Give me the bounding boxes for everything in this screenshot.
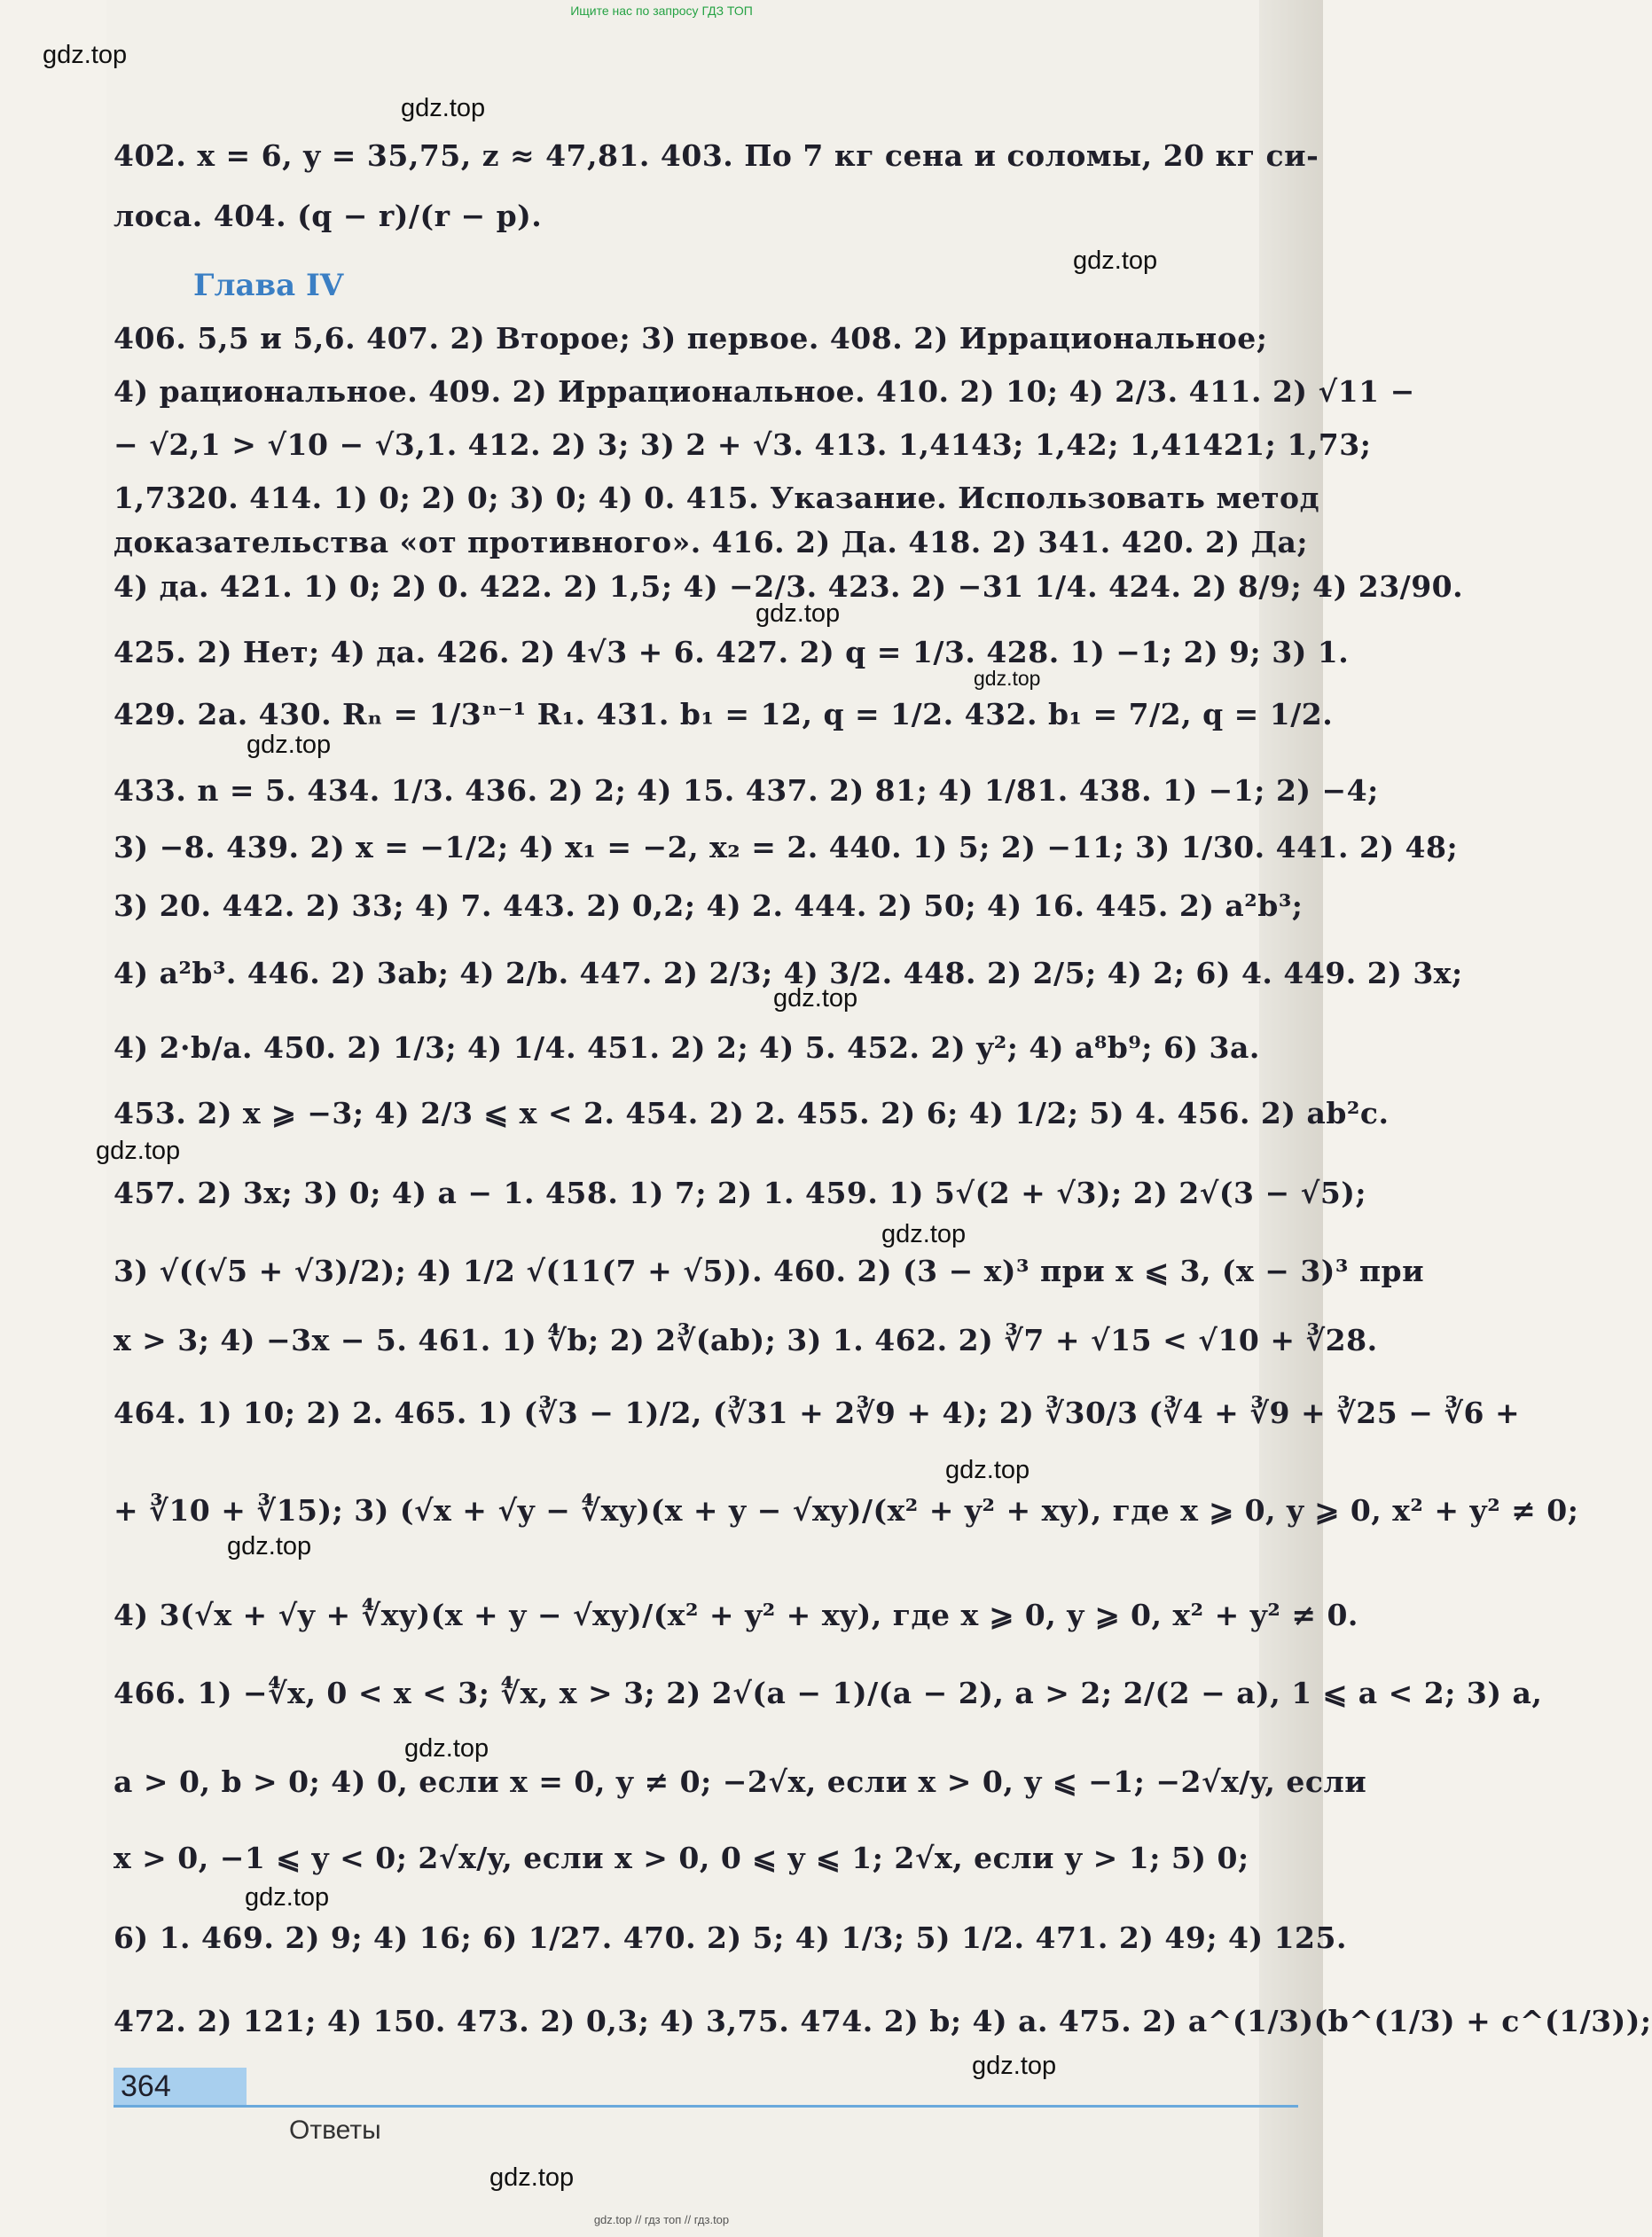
watermark: gdz.top (756, 599, 841, 628)
answer-line: 3) −8. 439. 2) x = −1/2; 4) x₁ = −2, x₂ = 2. 440. 1) 5; 2) −11; 3) 1/30. 441. 2) 48; (114, 830, 1459, 864)
answer-line: доказательства «от противного». 416. 2) Да. 418. 2) 341. 420. 2) Да; (114, 525, 1309, 559)
answer-line: 4) a²b³. 446. 2) 3ab; 4) 2/b. 447. 2) 2/3; 4) 3/2. 448. 2) 2/5; 4) 2; 6) 4. 449. 2) 3x; (114, 956, 1463, 990)
watermark: gdz.top (245, 1883, 330, 1912)
answer-line: 457. 2) 3x; 3) 0; 4) a − 1. 458. 1) 7; 2) 1. 459. 1) 5√(2 + √3); 2) 2√(3 − √5); (114, 1176, 1367, 1210)
answer-line: a > 0, b > 0; 4) 0, если x = 0, y ≠ 0; −2√x, если x > 0, y ⩽ −1; −2√x/y, если (114, 1764, 1367, 1799)
answer-line: 406. 5,5 и 5,6. 407. 2) Второе; 3) первое. 408. 2) Иррациональное; (114, 321, 1268, 356)
watermark: gdz.top (43, 41, 128, 69)
footer-banner: gdz.top // гдз топ // гдз.top (593, 2213, 730, 2226)
watermark: gdz.top (773, 984, 858, 1013)
watermark: gdz.top (401, 94, 486, 122)
watermark: gdz.top (227, 1532, 312, 1560)
answer-line: − √2,1 > √10 − √3,1. 412. 2) 3; 3) 2 + √3. 413. 1,4143; 1,42; 1,41421; 1,73; (114, 427, 1372, 462)
answer-line: 4) да. 421. 1) 0; 2) 0. 422. 2) 1,5; 4) −2/3. 423. 2) −31 1/4. 424. 2) 8/9; 4) 23/90. (114, 569, 1464, 604)
footer-divider (114, 2105, 1298, 2108)
answer-line: 472. 2) 121; 4) 150. 473. 2) 0,3; 4) 3,75. 474. 2) b; 4) a. 475. 2) a^(1/3)(b^(1/3) + c^(1/3)); (114, 2004, 1652, 2038)
answer-line: 4) 3(√x + √y + ∜xy)(x + y − √xy)/(x² + y² + xy), где x ⩾ 0, y ⩾ 0, x² + y² ≠ 0. (114, 1598, 1358, 1632)
header-banner: Ищите нас по запросу ГДЗ ТОП (570, 4, 753, 18)
answer-line: 1,7320. 414. 1) 0; 2) 0; 3) 0; 4) 0. 415. Указание. Использовать метод (114, 481, 1320, 515)
answer-line: 433. n = 5. 434. 1/3. 436. 2) 2; 4) 15. 437. 2) 81; 4) 1/81. 438. 1) −1; 2) −4; (114, 773, 1379, 808)
watermark: gdz.top (974, 667, 1041, 690)
answer-line: 402. x = 6, y = 35,75, z ≈ 47,81. 403. По 7 кг сена и соломы, 20 кг си- (114, 138, 1319, 173)
watermark: gdz.top (489, 2163, 575, 2192)
watermark: gdz.top (1073, 246, 1158, 275)
answer-line: 3) 20. 442. 2) 33; 4) 7. 443. 2) 0,2; 4) 2. 444. 2) 50; 4) 16. 445. 2) a²b³; (114, 888, 1304, 923)
section-name: Ответы (289, 2116, 381, 2145)
answer-line: 4) 2·b/a. 450. 2) 1/3; 4) 1/4. 451. 2) 2; 4) 5. 452. 2) y²; 4) a⁸b⁹; 6) 3a. (114, 1030, 1260, 1065)
watermark: gdz.top (945, 1456, 1030, 1484)
answer-line: 6) 1. 469. 2) 9; 4) 16; 6) 1/27. 470. 2) 5; 4) 1/3; 5) 1/2. 471. 2) 49; 4) 125. (114, 1920, 1347, 1955)
watermark: gdz.top (972, 2052, 1057, 2080)
page-number: 364 (121, 2069, 171, 2103)
answer-line: 429. 2a. 430. Rₙ = 1/3ⁿ⁻¹ R₁. 431. b₁ = 12, q = 1/2. 432. b₁ = 7/2, q = 1/2. (114, 697, 1334, 731)
chapter-title: Глава IV (193, 268, 344, 303)
answer-line: x > 3; 4) −3x − 5. 461. 1) ∜b; 2) 2∛(ab); 3) 1. 462. 2) ∛7 + √15 < √10 + ∛28. (114, 1323, 1378, 1357)
answer-line: x > 0, −1 ⩽ y < 0; 2√x/y, если x > 0, 0 ⩽ y ⩽ 1; 2√x, если y > 1; 5) 0; (114, 1841, 1249, 1875)
answer-line: 466. 1) −∜x, 0 < x < 3; ∜x, x > 3; 2) 2√(a − 1)/(a − 2), a > 2; 2/(2 − a), 1 ⩽ a < 2; 3) a, (114, 1676, 1543, 1710)
answer-line: 3) √((√5 + √3)/2); 4) 1/2 √(11(7 + √5)). 460. 2) (3 − x)³ при x ⩽ 3, (x − 3)³ при (114, 1254, 1425, 1288)
answer-line: 425. 2) Нет; 4) да. 426. 2) 4√3 + 6. 427. 2) q = 1/3. 428. 1) −1; 2) 9; 3) 1. (114, 635, 1350, 669)
watermark: gdz.top (247, 731, 332, 759)
answer-line: 453. 2) x ⩾ −3; 4) 2/3 ⩽ x < 2. 454. 2) 2. 455. 2) 6; 4) 1/2; 5) 4. 456. 2) ab²c. (114, 1096, 1390, 1130)
answer-line: 464. 1) 10; 2) 2. 465. 1) (∛3 − 1)/2, (∛31 + 2∛9 + 4); 2) ∛30/3 (∛4 + ∛9 + ∛25 − ∛6 + (114, 1396, 1521, 1430)
answer-line: + ∛10 + ∛15); 3) (√x + √y − ∜xy)(x + y − √xy)/(x² + y² + xy), где x ⩾ 0, y ⩾ 0, x² + y² ≠ 0; (114, 1493, 1579, 1528)
answer-line: 4) рациональное. 409. 2) Иррациональное. 410. 2) 10; 4) 2/3. 411. 2) √11 − (114, 374, 1415, 409)
watermark: gdz.top (96, 1137, 181, 1165)
watermark: gdz.top (881, 1220, 967, 1248)
watermark: gdz.top (404, 1734, 489, 1763)
answer-line: лоса. 404. (q − r)/(r − p). (114, 199, 543, 233)
